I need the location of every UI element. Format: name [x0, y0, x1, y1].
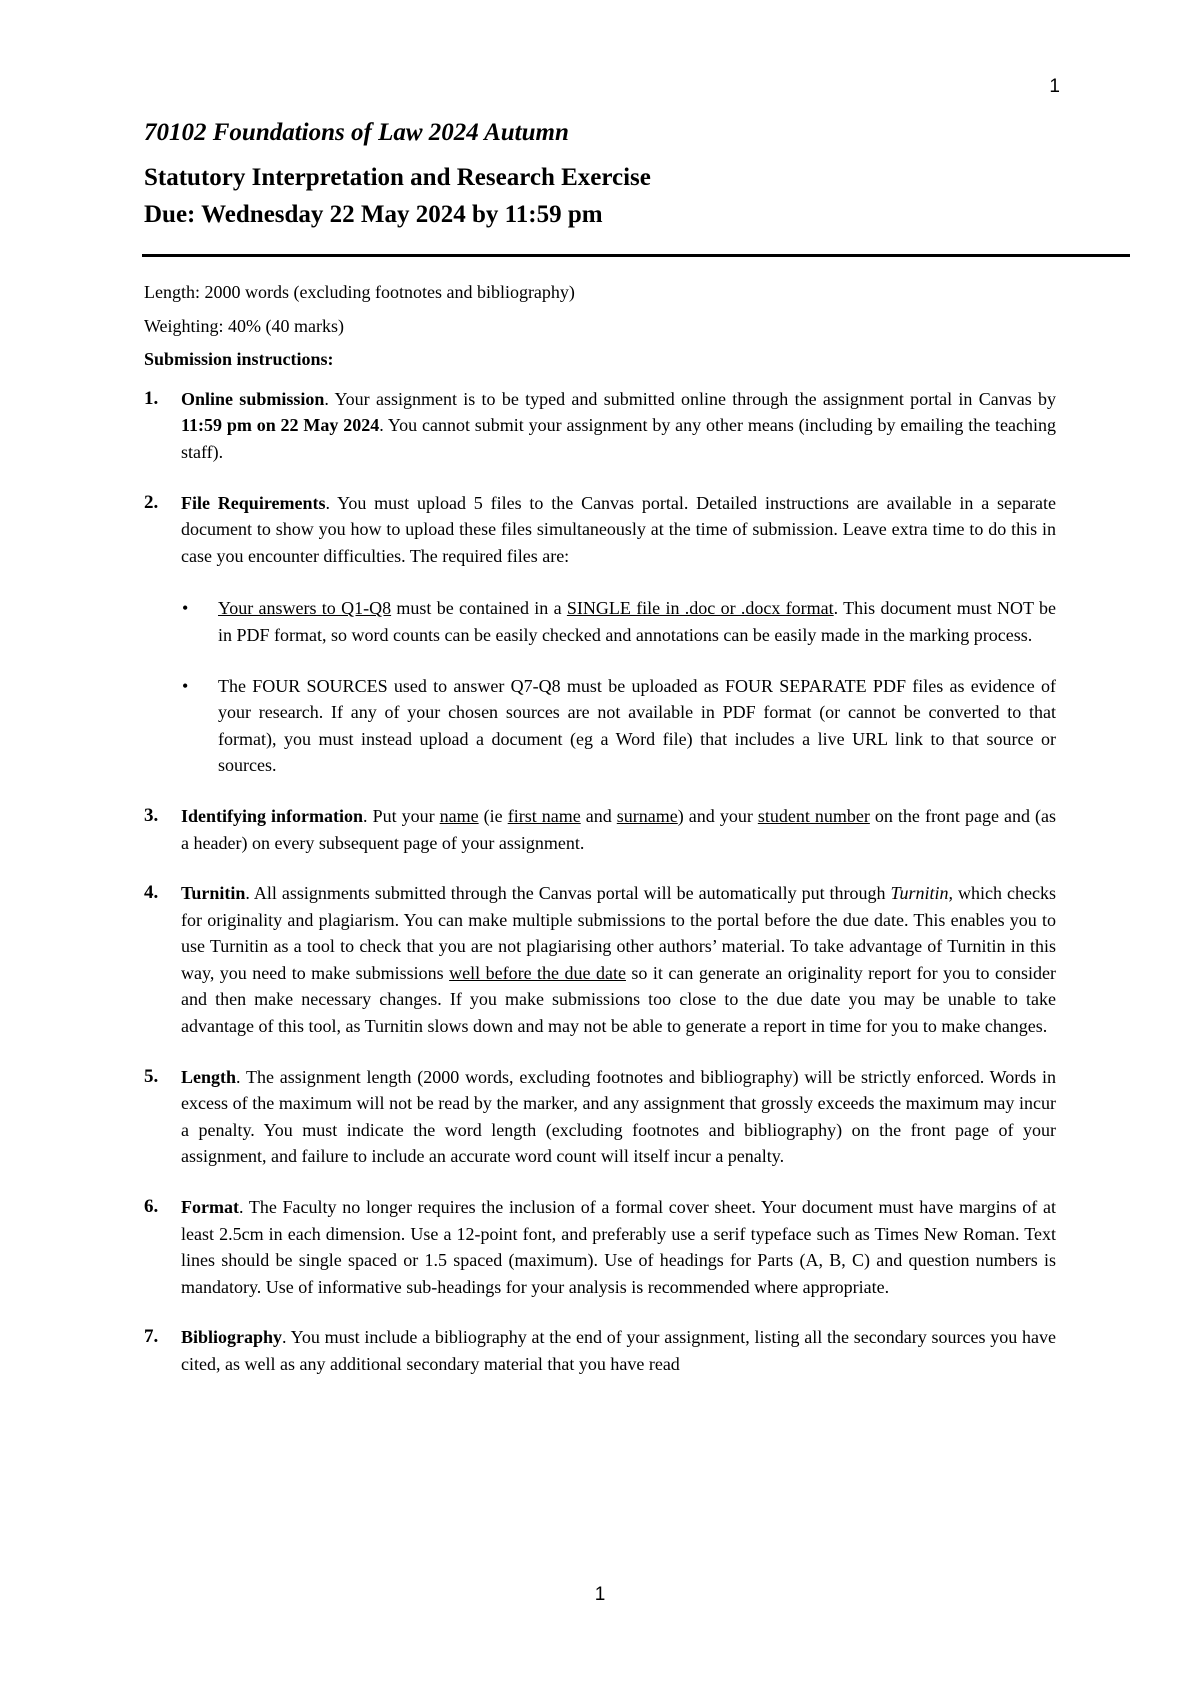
- item-text: . The Faculty no longer requires the inclusion of a formal cover sheet. Your document must have margins of at least 2.5cm in each dimension. Use a 12-point font, and preferably use a serif typeface such as Times New Roman. Text lines should be single spaced or 1.5 spaced (maximum). Use of headings for Parts (A, B, C) and question numbers is mandatory. Use of informative sub-headings for your analysis is recommended where appropriate.: [181, 1197, 1056, 1297]
- item-text: which checks for originality and plagiarism. You can make multiple submissions to the portal before the due date. This enables you to use Turnitin as a tool to check that you are not plagiarising other authors’ material. To take advantage of Turnitin in this way, you need to make submissions: [181, 883, 1056, 983]
- instruction-item-online-submission: [144, 386, 1056, 466]
- item-title: Length: [181, 1066, 237, 1087]
- instructions-list: [144, 386, 1056, 1378]
- bullet-icon: •: [182, 598, 189, 619]
- item-text: . You cannot submit your assignment by any other means (including by emailing the teaching staff).: [181, 415, 1056, 462]
- due-date: Due: Wednesday 22 May 2024 by 11:59 pm: [144, 201, 603, 228]
- instruction-item-length: [144, 1064, 1056, 1170]
- item-text: . Put your: [363, 805, 440, 826]
- instruction-item-identifying-information: [144, 803, 1056, 856]
- item-text: Turnitin,: [890, 883, 954, 904]
- item-text: student number: [757, 805, 870, 826]
- file-requirements-list: [181, 595, 1056, 779]
- item-text: on the front page and (as a header) on every subsequent page of your assignment.: [181, 805, 1056, 853]
- document-header: [144, 117, 1129, 231]
- instruction-item-format: [144, 1194, 1056, 1300]
- item-text: surname: [616, 805, 678, 826]
- item-text: . The assignment length (2000 words, excluding footnotes and bibliography) will be strictly enforced. Words in excess of the maximum will not be read by the marker, and any assignment that grossly exceeds the maximum may incur a penalty. You must indicate the word length (excluding footnotes and bibliography) on the front page of your assignment, and failure to include an accurate word count will itself incur a penalty.: [181, 1066, 1056, 1167]
- page-number-bottom: 1: [594, 1584, 606, 1605]
- file-requirement-sources: [181, 673, 1056, 779]
- item-text: . You must upload 5 files to the Canvas portal. Detailed instructions are available in a separate document to show you how to upload these files simultaneously at the time of submission. Leave extra time to do this in case you encounter difficulties. The required files are:: [181, 492, 1056, 566]
- instruction-item-bibliography: [144, 1324, 1056, 1377]
- item-number: 1.: [144, 387, 159, 409]
- item-text: name: [439, 805, 479, 826]
- item-text: (ie: [478, 805, 508, 826]
- submission-heading: Submission instructions:: [144, 349, 334, 370]
- item-text: . All assignments submitted through the Canvas portal will be automatically put through: [245, 883, 891, 904]
- instruction-item-turnitin: [144, 880, 1056, 1040]
- bullet-icon: •: [182, 675, 189, 696]
- assignment-title: Statutory Interpretation and Research Exercise: [144, 164, 651, 191]
- file-requirement-answers: [181, 595, 1056, 648]
- item-number: 3.: [144, 804, 159, 826]
- item-text: . Your assignment is to be typed and submitted online through the assignment portal in Canvas by: [324, 388, 1056, 409]
- item-title: Bibliography: [181, 1327, 283, 1348]
- weighting-line: Weighting: 40% (40 marks): [144, 315, 345, 336]
- bullet-text: SINGLE file in .doc or .docx format: [566, 598, 834, 619]
- bullet-text: must be contained in a: [391, 598, 567, 619]
- item-title: Format: [181, 1197, 239, 1218]
- item-text: so it can generate an originality report for you to consider and then make necessary changes. If you make submissions too close to the due date you may be unable to take advantage of this tool, as Turnitin slows down and may not be able to generate a report in time for you to make changes.: [181, 962, 1056, 1037]
- page-number-top: 1: [1049, 76, 1060, 97]
- item-text: ) and your: [677, 805, 758, 826]
- item-deadline: 11:59 pm on 22 May 2024: [181, 415, 380, 436]
- document-body: [144, 279, 1056, 1378]
- course-title: 70102 Foundations of Law 2024 Autumn: [144, 119, 569, 146]
- item-number: 7.: [144, 1326, 159, 1348]
- item-number: 4.: [144, 882, 159, 904]
- header-divider: [142, 254, 1130, 257]
- item-text: first name: [507, 805, 581, 826]
- item-title: Online submission: [181, 388, 325, 409]
- length-line: Length: 2000 words (excluding footnotes and bibliography): [144, 282, 575, 302]
- item-text: and: [580, 805, 617, 826]
- item-number: 2.: [144, 491, 159, 513]
- item-title: File Requirements: [181, 492, 326, 513]
- item-title: Turnitin: [181, 883, 246, 904]
- item-title: Identifying information: [181, 805, 364, 826]
- item-text: well before the due date: [449, 962, 626, 983]
- item-number: 6.: [144, 1196, 159, 1218]
- item-number: 5.: [144, 1065, 159, 1087]
- instruction-item-file-requirements: [144, 490, 1056, 779]
- bullet-text: The FOUR SOURCES used to answer Q7-Q8 must be uploaded as FOUR SEPARATE PDF files as evidence of your research. If any of your chosen sources are not available in PDF format (or cannot be converted to that format), you must instead upload a document (eg a Word file) that includes a live URL link to that source or sources.: [218, 675, 1056, 776]
- bullet-text: Your answers to Q1-Q8: [218, 598, 392, 619]
- bullet-text: . This document must NOT be in PDF format, so word counts can be easily checked and annotations can be easily made in the marking process.: [218, 598, 1056, 645]
- item-text: . You must include a bibliography at the end of your assignment, listing all the secondary sources you have cited, as well as any additional secondary material that you have read: [181, 1327, 1056, 1374]
